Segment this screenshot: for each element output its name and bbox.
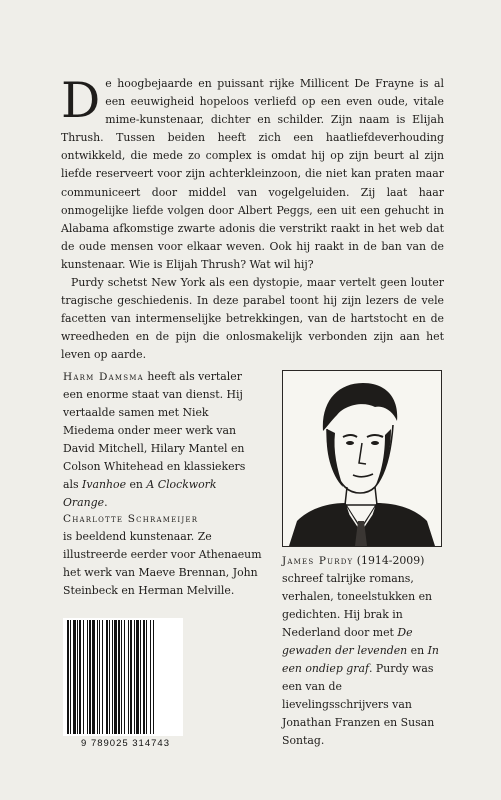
book-title-ivanhoe: Ivanhoe (82, 478, 127, 491)
blurb-text-1: e hoogbejaarde en puissant rijke Millicent De Frayne is al een eeuwigheid hopeloos verliefd op een even oude, vitale mime-kunstenaar, dichter en schilder. Zijn naam is Elijah Thrush. Tussen beiden heeft zich een haatliefdeverhouding ontwikkeld, die mede zo complex is omdat hij op zijn beurt al zijn liefde reserveert voor zijn achterkleinzoon, die niet kan praten maar communiceert door middel van vogelgeluiden. Zij laat haar onmogelijke liefde volgen door Albert Peggs, een uit een gehucht in Alabama afkomstige zwarte adonis die verstrikt raakt in het web dat de oude mensen voor elkaar weven. Ook hij raakt in de ban van de kunstenaar. Wie is Elijah Thrush? Wat wil hij? (61, 77, 444, 271)
illustrator-bio (63, 510, 273, 600)
author-name: James Purdy (282, 555, 354, 567)
author-bio-text-a: schreef talrijke romans, verhalen, toneelstukken en gedichten. Hij brak in Nederland door met (282, 572, 433, 639)
author-bio-text-c: . Purdy was een van de lievelingsschrijvers van Jonathan Franzen en Susan Sontag. (282, 662, 435, 747)
book-title-ondiep-graf: In een ondiep graf (282, 644, 439, 675)
isbn-number: 9 789025 314743 (81, 738, 170, 749)
translator-bio-text-c: . (104, 496, 108, 509)
book-title-gewaden: De gewaden der levenden (282, 626, 413, 657)
blurb-paragraph-1 (61, 72, 444, 274)
author-years: (1914-2009) (353, 554, 425, 567)
translator-bio-text-b: en (126, 478, 147, 491)
translator-bio (63, 368, 263, 512)
isbn-barcode (63, 618, 183, 736)
translator-name: Harm Damsma (63, 371, 144, 383)
illustrator-bio-text: is beeldend kunstenaar. Ze illustreerde eerder voor Athenaeum het werk van Maeve Brennan, John Steinbeck en Herman Melville. (63, 530, 262, 597)
author-portrait (282, 370, 442, 547)
author-portrait-illustration (283, 371, 441, 546)
translator-bio-text-a: heeft als vertaler een enorme staat van dienst. Hij vertaalde samen met Niek Miedema onder meer werk van David Mitchell, Hilary Mantel en Colson Whitehead en klassiekers als (63, 370, 246, 491)
book-title-clockwork-orange: A Clockwork Orange (63, 478, 217, 509)
barcode-bars (63, 618, 183, 736)
author-bio (282, 552, 452, 750)
drop-cap: D (61, 72, 101, 129)
author-bio-text-b: en (407, 644, 428, 657)
blurb (61, 72, 444, 365)
illustrator-name: Charlotte Schrameijer (63, 513, 199, 525)
blurb-paragraph-2: Purdy schetst New York als een dystopie, maar vertelt geen louter tragische geschiedenis. In deze parabel toont hij zijn lezers de vele facetten van intermenselijke betrekkingen, van de hartstocht en de wreedheden en de pijn die onlosmakelijk verbonden zijn aan het leven op aarde. (61, 276, 444, 362)
